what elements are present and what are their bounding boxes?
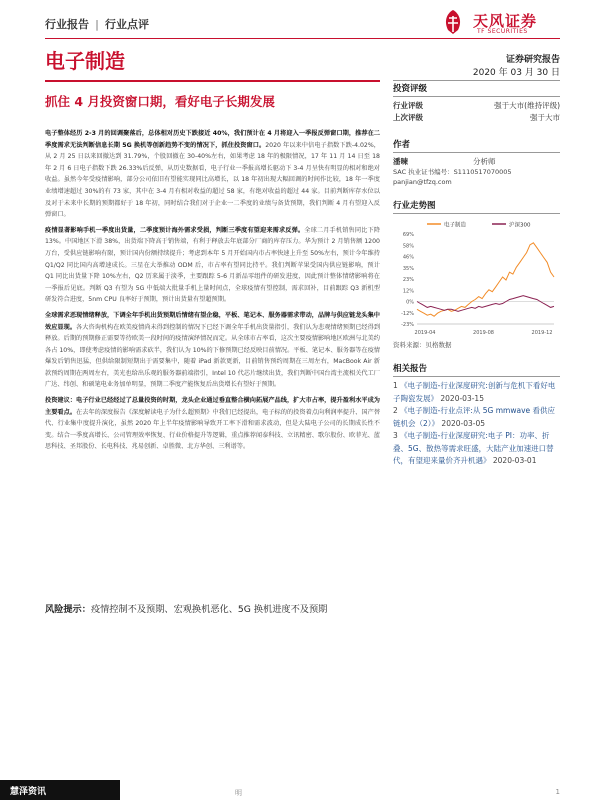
tf-securities-logo	[440, 8, 560, 38]
paragraph-1	[45, 128, 380, 221]
author-email[interactable]: panjian@tfzq.com	[393, 178, 452, 186]
y-tick-label: 23%	[402, 277, 414, 283]
related-report-date: 2020-03-01	[492, 456, 537, 465]
related-report-num: 3	[393, 431, 398, 440]
series-line	[417, 243, 554, 316]
y-tick-label: 58%	[402, 243, 414, 250]
x-tick-label: 2019-04	[414, 330, 436, 336]
page-number: 1	[555, 788, 560, 796]
prev-rating-value: 强于大市	[530, 113, 560, 122]
paragraph-2	[45, 225, 380, 306]
related-reports-list	[393, 380, 560, 468]
y-tick-label: -23%	[401, 322, 414, 328]
logo-mark-icon	[440, 8, 466, 36]
page-title: 电子制造	[45, 49, 125, 73]
risk-warning	[45, 601, 380, 615]
legend-label: 电子制造	[444, 222, 467, 229]
related-report-date: 2020-03-05	[441, 418, 486, 428]
x-tick-label: 2019-12	[531, 330, 553, 336]
y-tick-label: -12%	[401, 310, 414, 317]
report-category: 行业报告 | 行业点评	[45, 18, 150, 31]
logo-text-en: TF SECURITIES	[477, 28, 528, 35]
trend-chart	[393, 218, 560, 338]
related-report-item[interactable]	[393, 405, 560, 430]
y-tick-label: 35%	[402, 265, 414, 272]
subcategory-label: 行业点评	[105, 18, 150, 31]
title-rule	[45, 80, 380, 82]
report-subtitle: 抓住 4 月投资窗口期，看好电子长期发展	[45, 94, 275, 109]
chart-source: 资料来源：贝格数据	[393, 341, 452, 349]
related-report-item[interactable]	[393, 430, 560, 468]
related-report-title: 《电子制造-行业点评:从 5G mmwave 看供应链机会（2）》	[393, 406, 556, 428]
paragraph-text: 2020 年以来中信电子指数下跌-4.02%，从 2 月 25 日以来回撤达到 31.79%，个股回撤在 30-40%左右，如果考虑 18 年的极限情况，17 年 11 月 14 日至 18 年 2 月 6 日电子指数下跌 26.33%后反弹，从历史数据看，电子行业一季报高增长驱动下 3-4 月呈快有明显的相对和绝对收益。虽然今年受疫情影响，部分公司依旧有望能实现同比高增长，以 18 年初出现大幅回调的时间作比较，18 年一季度业绩增速超过 30%的有 73 家，其中在 3-4 月有相对收益的超过 58 家，有绝对收益的超过 44 家。目前判断库存水位以及对于未来中长期的预期都好于 18 年初，同时结合我们对于企业一二季度的业绩与备货预期，我们判断 4 月有望迎入反弹窗口。	[45, 141, 380, 219]
x-tick-label: 2019-08	[473, 330, 494, 336]
author-role: 分析师	[473, 157, 496, 166]
trend-section-title: 行业走势图	[393, 199, 560, 214]
author-name: 潘暕	[393, 157, 408, 166]
related-section-title: 相关报告	[393, 362, 560, 377]
paragraph-text: 全球二月手机销售同比下降 13%。中国地区下滑 38%，出货端下降高于销售端，有利于释放去年底部分厂商的库存压力。华为预计 2 月销售额 1200 万台，受供应链影响有限，预计国内份额持续提升；考虑到本年 5 月开始国内市占率快速上升至 50%左右，预计今年维持 Q1/Q2 同比国内高增速成长。三星在大举推动 ODM 后，市占率有望同比持平。我们判断苹果受国内供应链影响，预计 Q1 同比出货量下降 10%左右，Q2 历来属于淡季，主要跟踪 5-6 月新品零组件的研发进度，因此预计整体情绪影响将在一季报后见底。判断 Q3 有望为 5G 中低端大批量手机上量时间点，全球疫情有望控制，需求回补，目前跟踪 Q3 新机型研发符合进度，5nm CPU 良率好于预期，预计出货量有望超预期。	[45, 226, 381, 304]
author-row	[393, 156, 560, 167]
paragraph-3	[45, 310, 380, 391]
paragraph-4	[45, 395, 380, 453]
side-rule	[393, 80, 560, 81]
footer-brand: 慧泽资讯	[0, 780, 120, 800]
related-report-title: 《电子制造-行业深度研究:创新与危机下看好电子陶瓷发展》	[393, 381, 556, 403]
series-line	[417, 296, 554, 312]
sidebar	[393, 82, 560, 468]
rating-section-title: 投资评级	[393, 82, 560, 97]
paragraph-lead: 全球需求恶现情绪释放，下调全年手机出货预期后情绪有望企稳，平板、笔记本、服务器需求带动，品牌与供应链龙头集中效应显现。	[45, 311, 380, 331]
footer-middle-text: 明	[235, 789, 242, 797]
y-tick-label: 0%	[406, 299, 414, 306]
related-report-title: 《电子制造-行业深度研究:电子 PI：功率、折叠、5G、散热等需求旺盛，大陆产业加速进口替代，有望迎来量价齐升机遇》	[393, 431, 554, 465]
body-text	[45, 128, 380, 457]
page-header	[45, 8, 560, 38]
legend-label: 沪深300	[509, 222, 531, 229]
prev-rating-label: 上次评级	[393, 113, 423, 122]
related-report-item[interactable]	[393, 380, 560, 405]
related-report-date: 2020-03-15	[440, 393, 484, 403]
paragraph-lead: 投资建议：电子行业已经经过了总量投资的时期，龙头企业通过垂直整合横向拓展产品线，扩大市占率，提升盈利水平成为主要看点。	[45, 397, 380, 416]
y-tick-label: 69%	[402, 232, 414, 238]
y-tick-label: 46%	[402, 254, 414, 261]
related-report-num: 1	[393, 381, 398, 390]
y-tick-label: 12%	[402, 288, 414, 295]
trend-chart-svg	[393, 218, 560, 338]
report-date: 2020 年 03 月 30 日	[472, 68, 560, 78]
author-section-title: 作者	[393, 138, 560, 153]
category-label: 行业报告	[45, 18, 89, 31]
industry-rating-value: 强于大市(维持评级)	[494, 101, 560, 110]
paragraph-text: 各大咨询机构在欧美疫情尚未得到控制的情况下已经下调全年手机出货量指引，我们认为悲观情绪预期已经得到释放。后期的预期修正需要等待欧美一段时间的疫情演绎情况而定。从全球市占率看，这次主要疫情影响地区欧洲与北美约各占 10%，即使考虑疫情的影响需求砍半，我们认为 10%的下修预期已经反映目前情况。平板、笔记本、服务器等在疫情爆发后销售迅猛，但供给限制短期出于需要集中，随着 iPad 新款更新，目前销售预约周期在三周左右，MacBook Air 新款预约周期在两周左右，美光也给出乐观的服务器前端指引，Intel 10 代芯片继续出货，我们判断中国台湾主流相关代工厂广达、纬创、和硕笔电业务加单明显，预期二季度产能恢复后出货增长有望好于预期。	[45, 323, 381, 389]
header-rule	[45, 38, 560, 39]
industry-rating-label: 行业评级	[393, 101, 423, 110]
prev-rating-row	[393, 112, 560, 124]
paragraph-lead: 电子整体经历 2-3 月的回调聚落后，总体相对历史下跌接近 40%，我们预计在 4 月将迎入一季报反弹窗口期，推荐在二季度需求无法判断信息长期 5G 换机等创新趋势不变的情况下，抓住投资窗口。	[45, 130, 380, 149]
paragraph-lead: 疫情显著影响手机一季度出货量，二季度预计海外需求受损，判断三季度有望迎来需求反弹。	[45, 226, 305, 234]
risk-text: 疫情控制不及预期、宏观换机恶化、5G 换机进度不及预期	[90, 604, 328, 615]
author-cert: SAC 执业证书编号：S1110517070005	[393, 168, 512, 176]
industry-rating-row	[393, 100, 560, 112]
paragraph-text: 在去年的深度报告《深度解读电子为什么超预期》中我们已经提出，电子标的的投资着点向利润率提升、国产替代、行业集中度提升演化，虽然 2020 年上半年疫情影响导致开工率下滑和需求波动，但是大陆电子公司的长期成长性不变。结合一季度高增长、公司管理效率恢复、行业价格提升等逻辑，重点推荐闻泰科技、立讯精密、歌尔股份、欧菲光、蓝思科技、圣邦股份、长电科技、兆易创新、卓胜微、北方华创、三利谱等。	[45, 408, 381, 451]
risk-label: 风险提示：	[45, 604, 91, 615]
report-type: 证券研究报告	[505, 55, 560, 65]
logo-text-cn: 天风证券	[473, 12, 538, 30]
related-report-num: 2	[393, 406, 398, 415]
